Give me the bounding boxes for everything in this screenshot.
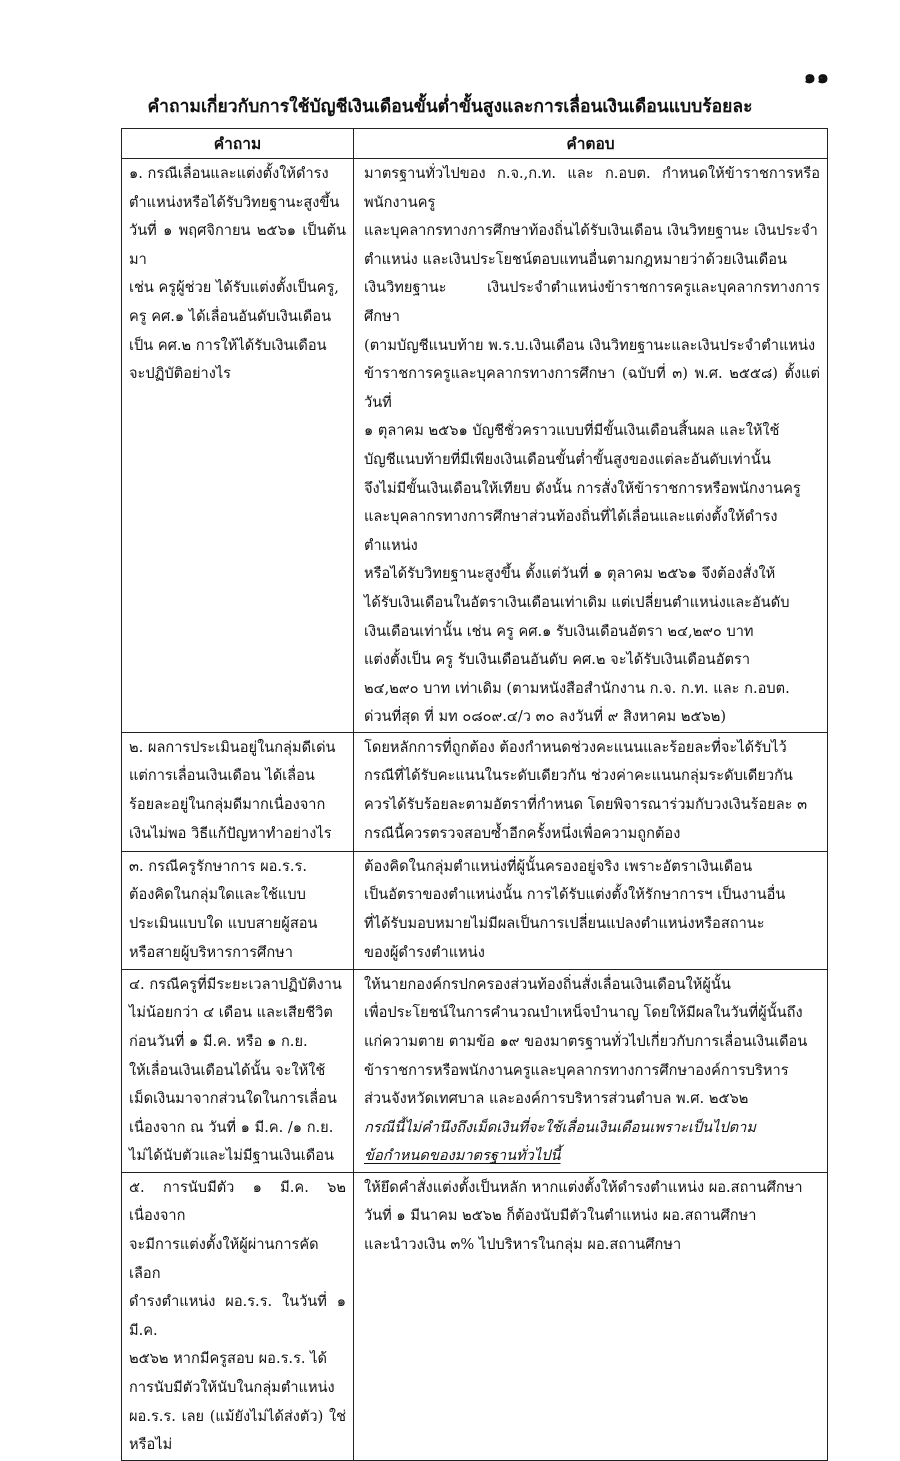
answer-text: ให้นายกองค์กรปกครองส่วนท้องถิ่นสั่งเลื่อนเงินเดือนให้ผู้นั้น เพื่อประโยชน์ในการคำนวณบำเหน็จบำนาญ โดยให้มีผลในวันที่ผู้นั้นถึง แก่ความตาย ตามข้อ ๑๙ ของมาตรฐานทั่วไปเกี่ยวกับการเลื่อนเงินเดือน ข้าราชการหรือพนักงานครูและบุคลากรทางการศึกษาองค์การบริหาร ส่วนจังหวัดเทศบาล และองค์การบริหารส่วนตำบล พ.ศ. ๒๕๖๒ [364,975,808,1108]
answer-cell [354,969,828,1172]
header-answer: คำตอบ [354,129,828,159]
answer-cell [354,732,828,851]
table-row [122,1172,828,1460]
question-cell [122,969,354,1172]
question-cell [122,732,354,851]
question-cell [122,159,354,733]
question-text: ๒. ผลการประเมินอยู่ในกลุ่มดีเด่น แต่การเลื่อนเงินเดือน ได้เลื่อน ร้อยละอยู่ในกลุ่มดีมากเนื่องจาก เงินไม่พอ วิธีแก้ปัญหาทำอย่างไร [129,738,336,842]
table-row [122,159,828,733]
question-text: ๓. กรณีครูรักษาการ ผอ.ร.ร. ต้องคิดในกลุ่มใดและใช้แบบ ประเมินแบบใด แบบสายผู้สอน หรือสายผู้บริหารการศึกษา [129,857,318,961]
answer-cell [354,159,828,733]
question-text: ๕. การนับมีตัว ๑ มี.ค. ๖๒ เนื่องจาก จะมีการแต่งตั้งให้ผู้ผ่านการคัดเลือก ดำรงตำแหน่ง ผอ.ร.ร. ในวันที่ ๑ มี.ค. ๒๕๖๒ หากมีครูสอบ ผอ.ร.ร. ได้ การนับมีตัวให้นับในกลุ่มตำแหน่ง ผอ.ร.ร. เลย (แม้ยังไม่ได้ส่งตัว) ใช่หรือไม่ [129,1178,346,1454]
question-text: ๑. กรณีเลื่อนและแต่งตั้งให้ดำรง ตำแหน่งหรือได้รับวิทยฐานะสูงขึ้น วันที่ ๑ พฤศจิกายน ๒๕๖๑ เป็นต้นมา เช่น ครูผู้ช่วย ได้รับแต่งตั้งเป็นครู, ครู คศ.๑ ได้เลื่อนอันดับเงินเดือน เป็น คศ.๒ การให้ได้รับเงินเดือน จะปฏิบัติอย่างไร [129,165,346,383]
note-line-2: ข้อกำหนดของมาตรฐานทั่วไปนี้ [364,1147,561,1165]
table-header-row [122,129,828,159]
header-question: คำถาม [122,129,354,159]
answer-text: ให้ยึดคำสั่งแต่งตั้งเป็นหลัก หากแต่งตั้งให้ดำรงตำแหน่ง ผอ.สถานศึกษา วันที่ ๑ มีนาคม ๒๕๖๒ ก็ต้องนับมีตัวในตำแหน่ง ผอ.สถานศึกษา และนำวงเงิน ๓% ไปบริหารในกลุ่ม ผอ.สถานศึกษา [364,1178,803,1254]
qa-table [121,128,828,1461]
answer-cell [354,851,828,969]
table-row [122,969,828,1172]
note-line-1: กรณีนี้ไม่คำนึงถึงเม็ดเงินที่จะใช้เลื่อนเงินเดือนเพราะเป็นไปตาม [364,1118,756,1136]
answer-note [354,1114,827,1171]
document-title: คำถามเกี่ยวกับการใช้บัญชีเงินเดือนขั้นต่ำขั้นสูงและการเลื่อนเงินเดือนแบบร้อยละ [147,97,753,117]
question-text: ๔. กรณีครูที่มีระยะเวลาปฏิบัติงาน ไม่น้อยกว่า ๔ เดือน และเสียชีวิต ก่อนวันที่ ๑ มี.ค. หรือ ๑ ก.ย. ให้เลื่อนเงินเดือนได้นั้น จะให้ใช้ เม็ดเงินมาจากส่วนใดในการเลื่อน เนื่องจาก ณ วันที่ ๑ มี.ค. /๑ ก.ย. ไม่ได้นับตัวและไม่มีฐานเงินเดือน [129,975,342,1165]
answer-text: มาตรฐานทั่วไปของ ก.จ.,ก.ท. และ ก.อบต. กำหนดให้ข้าราชการหรือพนักงานครู และบุคลากรทางการศึกษาท้องถิ่นได้รับเงินเดือน เงินวิทยฐานะ เงินประจำ ตำแหน่ง และเงินประโยชน์ตอบแทนอื่นตามกฎหมายว่าด้วยเงินเดือน เงินวิทยฐานะ เงินประจำตำแหน่งข้าราชการครูและบุคลากรทางการศึกษา (ตามบัญชีแนบท้าย พ.ร.บ.เงินเดือน เงินวิทยฐานะและเงินประจำตำแหน่ง ข้าราชการครูและบุคลากรทางการศึกษา (ฉบับที่ ๓) พ.ศ. ๒๕๕๘) ตั้งแต่วันที่ ๑ ตุลาคม ๒๕๖๑ บัญชีชั่วคราวแบบที่มีขั้นเงินเดือนสิ้นผล และให้ใช้ บัญชีแนบท้ายที่มีเพียงเงินเดือนขั้นต่ำขั้นสูงของแต่ละอันดับเท่านั้น จึงไม่มีขั้นเงินเดือนให้เทียบ ดังนั้น การสั่งให้ข้าราชการหรือพนักงานครู และบุคลากรทางการศึกษาส่วนท้องถิ่นที่ได้เลื่อนและแต่งตั้งให้ดำรงตำแหน่ง หรือได้รับวิทยฐานะสูงขึ้น ตั้งแต่วันที่ ๑ ตุลาคม ๒๕๖๑ จึงต้องสั่งให้ ได้รับเงินเดือนในอัตราเงินเดือนเท่าเดิม แต่เปลี่ยนตำแหน่งและอันดับ เงินเดือนเท่านั้น เช่น ครู คศ.๑ รับเงินเดือนอัตรา ๒๔,๒๙๐ บาท แต่งตั้งเป็น ครู รับเงินเดือนอันดับ คศ.๒ จะได้รับเงินเดือนอัตรา ๒๔,๒๙๐ บาท เท่าเดิม (ตามหนังสือสำนักงาน ก.จ. ก.ท. และ ก.อบต. ด่วนที่สุด ที่ มท ๐๘๐๙.๔/ว ๓๐ ลงวันที่ ๙ สิงหาคม ๒๕๖๒) [364,165,820,726]
answer-cell [354,1172,828,1460]
page-number: ๑๑ [803,66,830,88]
question-cell [122,851,354,969]
question-cell [122,1172,354,1460]
table-row [122,851,828,969]
table-row [122,732,828,851]
answer-text: ต้องคิดในกลุ่มตำแหน่งที่ผู้นั้นครองอยู่จริง เพราะอัตราเงินเดือน เป็นอัตราของตำแหน่งนั้น การได้รับแต่งตั้งให้รักษาการฯ เป็นงานอื่น ที่ได้รับมอบหมายไม่มีผลเป็นการเปลี่ยนแปลงตำแหน่งหรือสถานะ ของผู้ดำรงตำแหน่ง [364,857,786,961]
answer-text: โดยหลักการที่ถูกต้อง ต้องกำหนดช่วงคะแนนและร้อยละที่จะได้รับไว้ กรณีที่ได้รับคะแนนในระดับเดียวกัน ช่วงค่าคะแนนกลุ่มระดับเดียวกัน ควรได้รับร้อยละตามอัตราที่กำหนด โดยพิจารณาร่วมกับวงเงินร้อยละ ๓ กรณีนี้ควรตรวจสอบซ้ำอีกครั้งหนึ่งเพื่อความถูกต้อง [364,738,808,842]
